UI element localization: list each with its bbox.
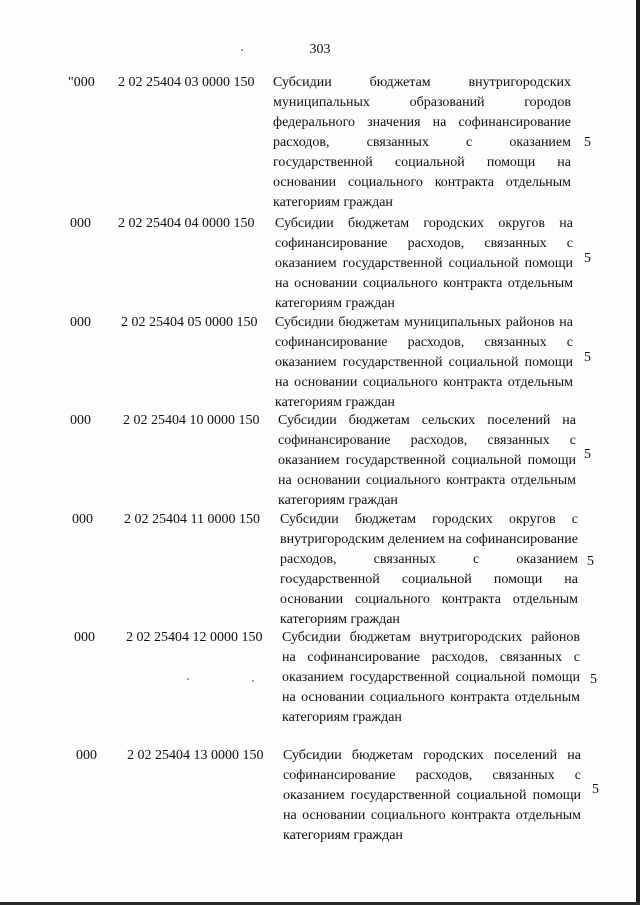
row-kbk: 2 02 25404 05 0000 150 — [121, 315, 258, 330]
scan-speck — [241, 49, 243, 51]
row-amount: 5 — [584, 251, 591, 266]
row-kbk: 2 02 25404 03 0000 150 — [118, 75, 255, 90]
row-code: 000 — [70, 413, 91, 428]
row-code: 000 — [76, 748, 97, 763]
row-code: 000 — [70, 216, 91, 231]
row-description: Субсидии бюджетам городских поселений на софинансирование расходов, связанных с оказанием государственной социальной помощи на основании социального контракта отдельным категориям граждан — [283, 748, 581, 843]
row-description: Субсидии бюджетам внутригородских районов на софинансирование расходов, связанных с оказанием государственной социальной помощи на основании социального контракта отдельным категориям граждан — [282, 630, 580, 725]
row-description: Субсидии бюджетам сельских поселений на софинансирование расходов, связанных с оказанием государственной социальной помощи на основании социального контракта отдельным категориям граждан — [278, 413, 576, 508]
row-kbk: 2 02 25404 10 0000 150 — [123, 413, 260, 428]
row-amount: 5 — [584, 350, 591, 365]
row-code: 000 — [74, 630, 95, 645]
row-amount: 5 — [592, 782, 599, 797]
row-description: Субсидии бюджетам городских округов с внутригородским делением на софинансирование расходов, связанных с оказанием государственной социальной помощи на основании социального контракта отдельным категориям граждан — [280, 512, 578, 627]
row-description: Субсидии бюджетам муниципальных районов на софинансирование расходов, связанных с оказанием государственной социальной помощи на основании социального контракта отдельным категориям граждан — [275, 315, 573, 410]
page-number: 303 — [309, 42, 331, 57]
scan-edge-right — [636, 0, 640, 905]
row-code: 000 — [72, 512, 93, 527]
row-code: 000 — [70, 315, 91, 330]
row-kbk: 2 02 25404 04 0000 150 — [118, 216, 255, 231]
scan-speck — [187, 678, 189, 680]
row-kbk: 2 02 25404 11 0000 150 — [124, 512, 260, 527]
row-amount: 5 — [584, 135, 591, 150]
row-description: Субсидии бюджетам городских округов на софинансирование расходов, связанных с оказанием государственной социальной помощи на основании социального контракта отдельным категориям граждан — [275, 216, 573, 311]
scan-speck — [252, 680, 254, 682]
row-amount: 5 — [590, 672, 597, 687]
row-code: "000 — [68, 75, 95, 90]
row-description: Субсидии бюджетам внутригородских муниципальных образований городов федерального значения на софинансирование расходов, связанных с оказанием государственной социальной помощи на основании социального контракта отдельным категориям граждан — [273, 75, 571, 210]
row-amount: 5 — [584, 447, 591, 462]
row-kbk: 2 02 25404 12 0000 150 — [126, 630, 263, 645]
row-amount: 5 — [587, 554, 594, 569]
row-kbk: 2 02 25404 13 0000 150 — [127, 748, 264, 763]
